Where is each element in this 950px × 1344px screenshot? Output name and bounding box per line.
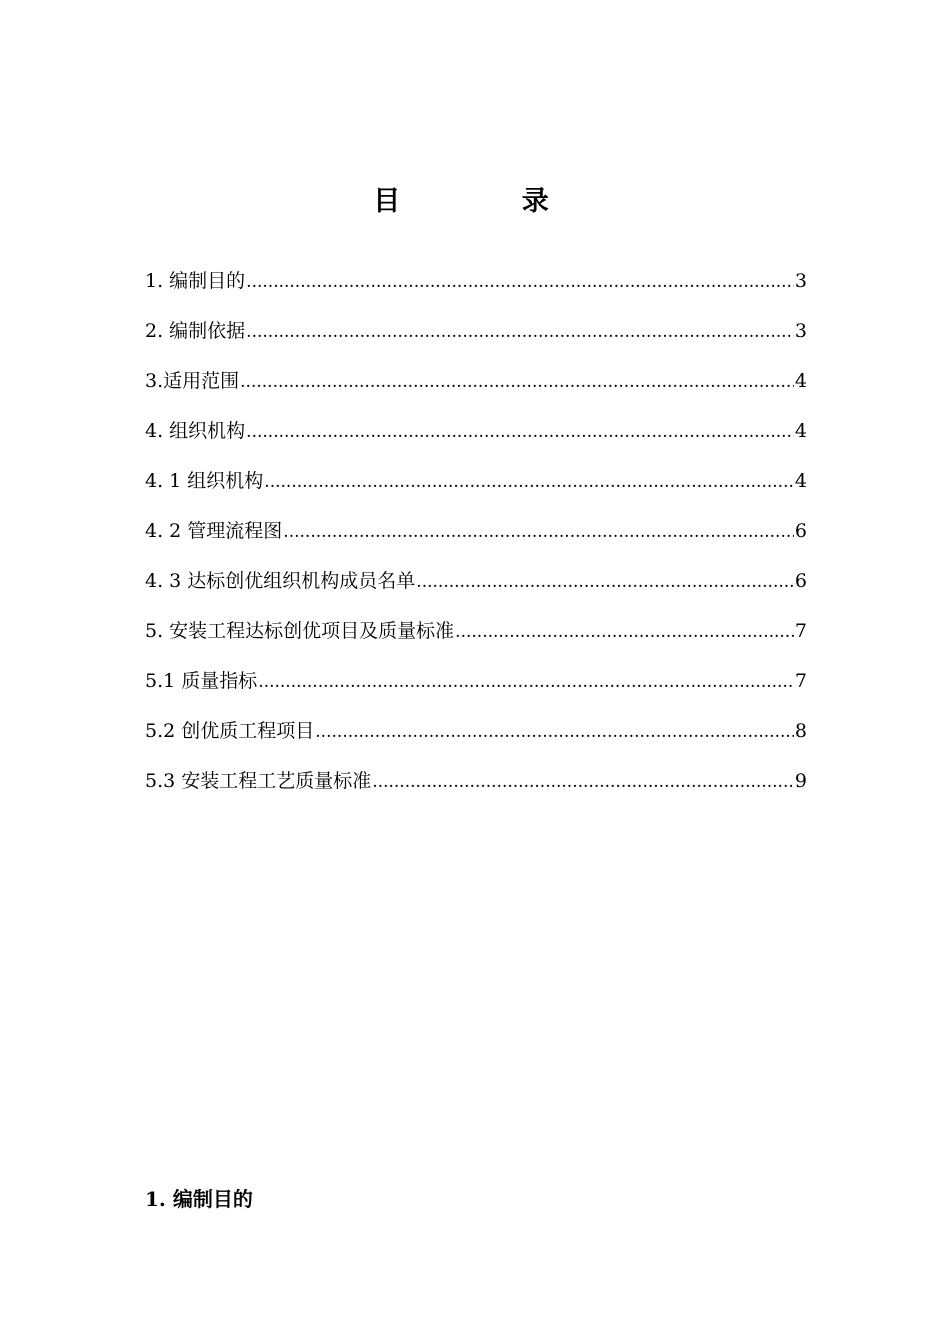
toc-title: 目 录 — [373, 186, 605, 217]
toc-leader-dots — [455, 613, 794, 651]
toc-entry-page: 4 — [794, 420, 807, 442]
toc-entry-page: 4 — [794, 470, 807, 492]
toc-entry-4-1[interactable] — [145, 462, 807, 512]
toc-entry-label: 5. 安装工程达标创优项目及质量标准 — [145, 620, 455, 642]
toc-entry-label: 5.2 创优质工程项目 — [145, 720, 315, 742]
toc-entry-page: 3 — [794, 270, 807, 292]
toc-entry-4-3[interactable] — [145, 562, 807, 612]
toc-entry-page: 6 — [794, 570, 807, 592]
toc-leader-dots — [315, 713, 794, 751]
toc-entry-4[interactable] — [145, 412, 807, 462]
toc-entry-page: 7 — [794, 620, 807, 642]
toc-entry-label: 4. 2 管理流程图 — [145, 520, 283, 542]
toc-entry-1[interactable] — [145, 262, 807, 312]
toc-entry-label: 4. 组织机构 — [145, 420, 246, 442]
toc-entry-5[interactable] — [145, 612, 807, 662]
toc-entry-page: 7 — [794, 670, 807, 692]
toc-leader-dots — [283, 513, 794, 551]
section-heading: 1. 编制目的 — [145, 1187, 253, 1211]
toc-leader-dots — [258, 663, 794, 701]
toc-entry-4-2[interactable] — [145, 512, 807, 562]
toc-entry-label: 2. 编制依据 — [145, 320, 246, 342]
toc-entry-page: 3 — [794, 320, 807, 342]
toc-entry-5-1[interactable] — [145, 662, 807, 712]
toc-entry-page: 4 — [794, 370, 807, 392]
toc-entry-label: 5.3 安装工程工艺质量标准 — [145, 770, 372, 792]
toc-entry-5-3[interactable] — [145, 762, 807, 812]
toc-entry-page: 8 — [794, 720, 807, 742]
toc-leader-dots — [372, 763, 794, 801]
toc-entry-page: 9 — [794, 770, 807, 792]
toc-entry-5-2[interactable] — [145, 712, 807, 762]
toc-entry-2[interactable] — [145, 312, 807, 362]
toc-entry-page: 6 — [794, 520, 807, 542]
toc-entry-label: 4. 3 达标创优组织机构成员名单 — [145, 570, 416, 592]
table-of-contents — [145, 262, 807, 812]
toc-entry-label: 1. 编制目的 — [145, 270, 246, 292]
toc-leader-dots — [246, 313, 794, 351]
toc-entry-3[interactable] — [145, 362, 807, 412]
toc-entry-label: 5.1 质量指标 — [145, 670, 258, 692]
toc-leader-dots — [240, 363, 794, 401]
toc-leader-dots — [246, 263, 794, 301]
toc-entry-label: 3.适用范围 — [145, 370, 240, 392]
toc-leader-dots — [246, 413, 794, 451]
toc-entry-label: 4. 1 组织机构 — [145, 470, 264, 492]
toc-leader-dots — [416, 563, 794, 601]
toc-leader-dots — [264, 463, 794, 501]
